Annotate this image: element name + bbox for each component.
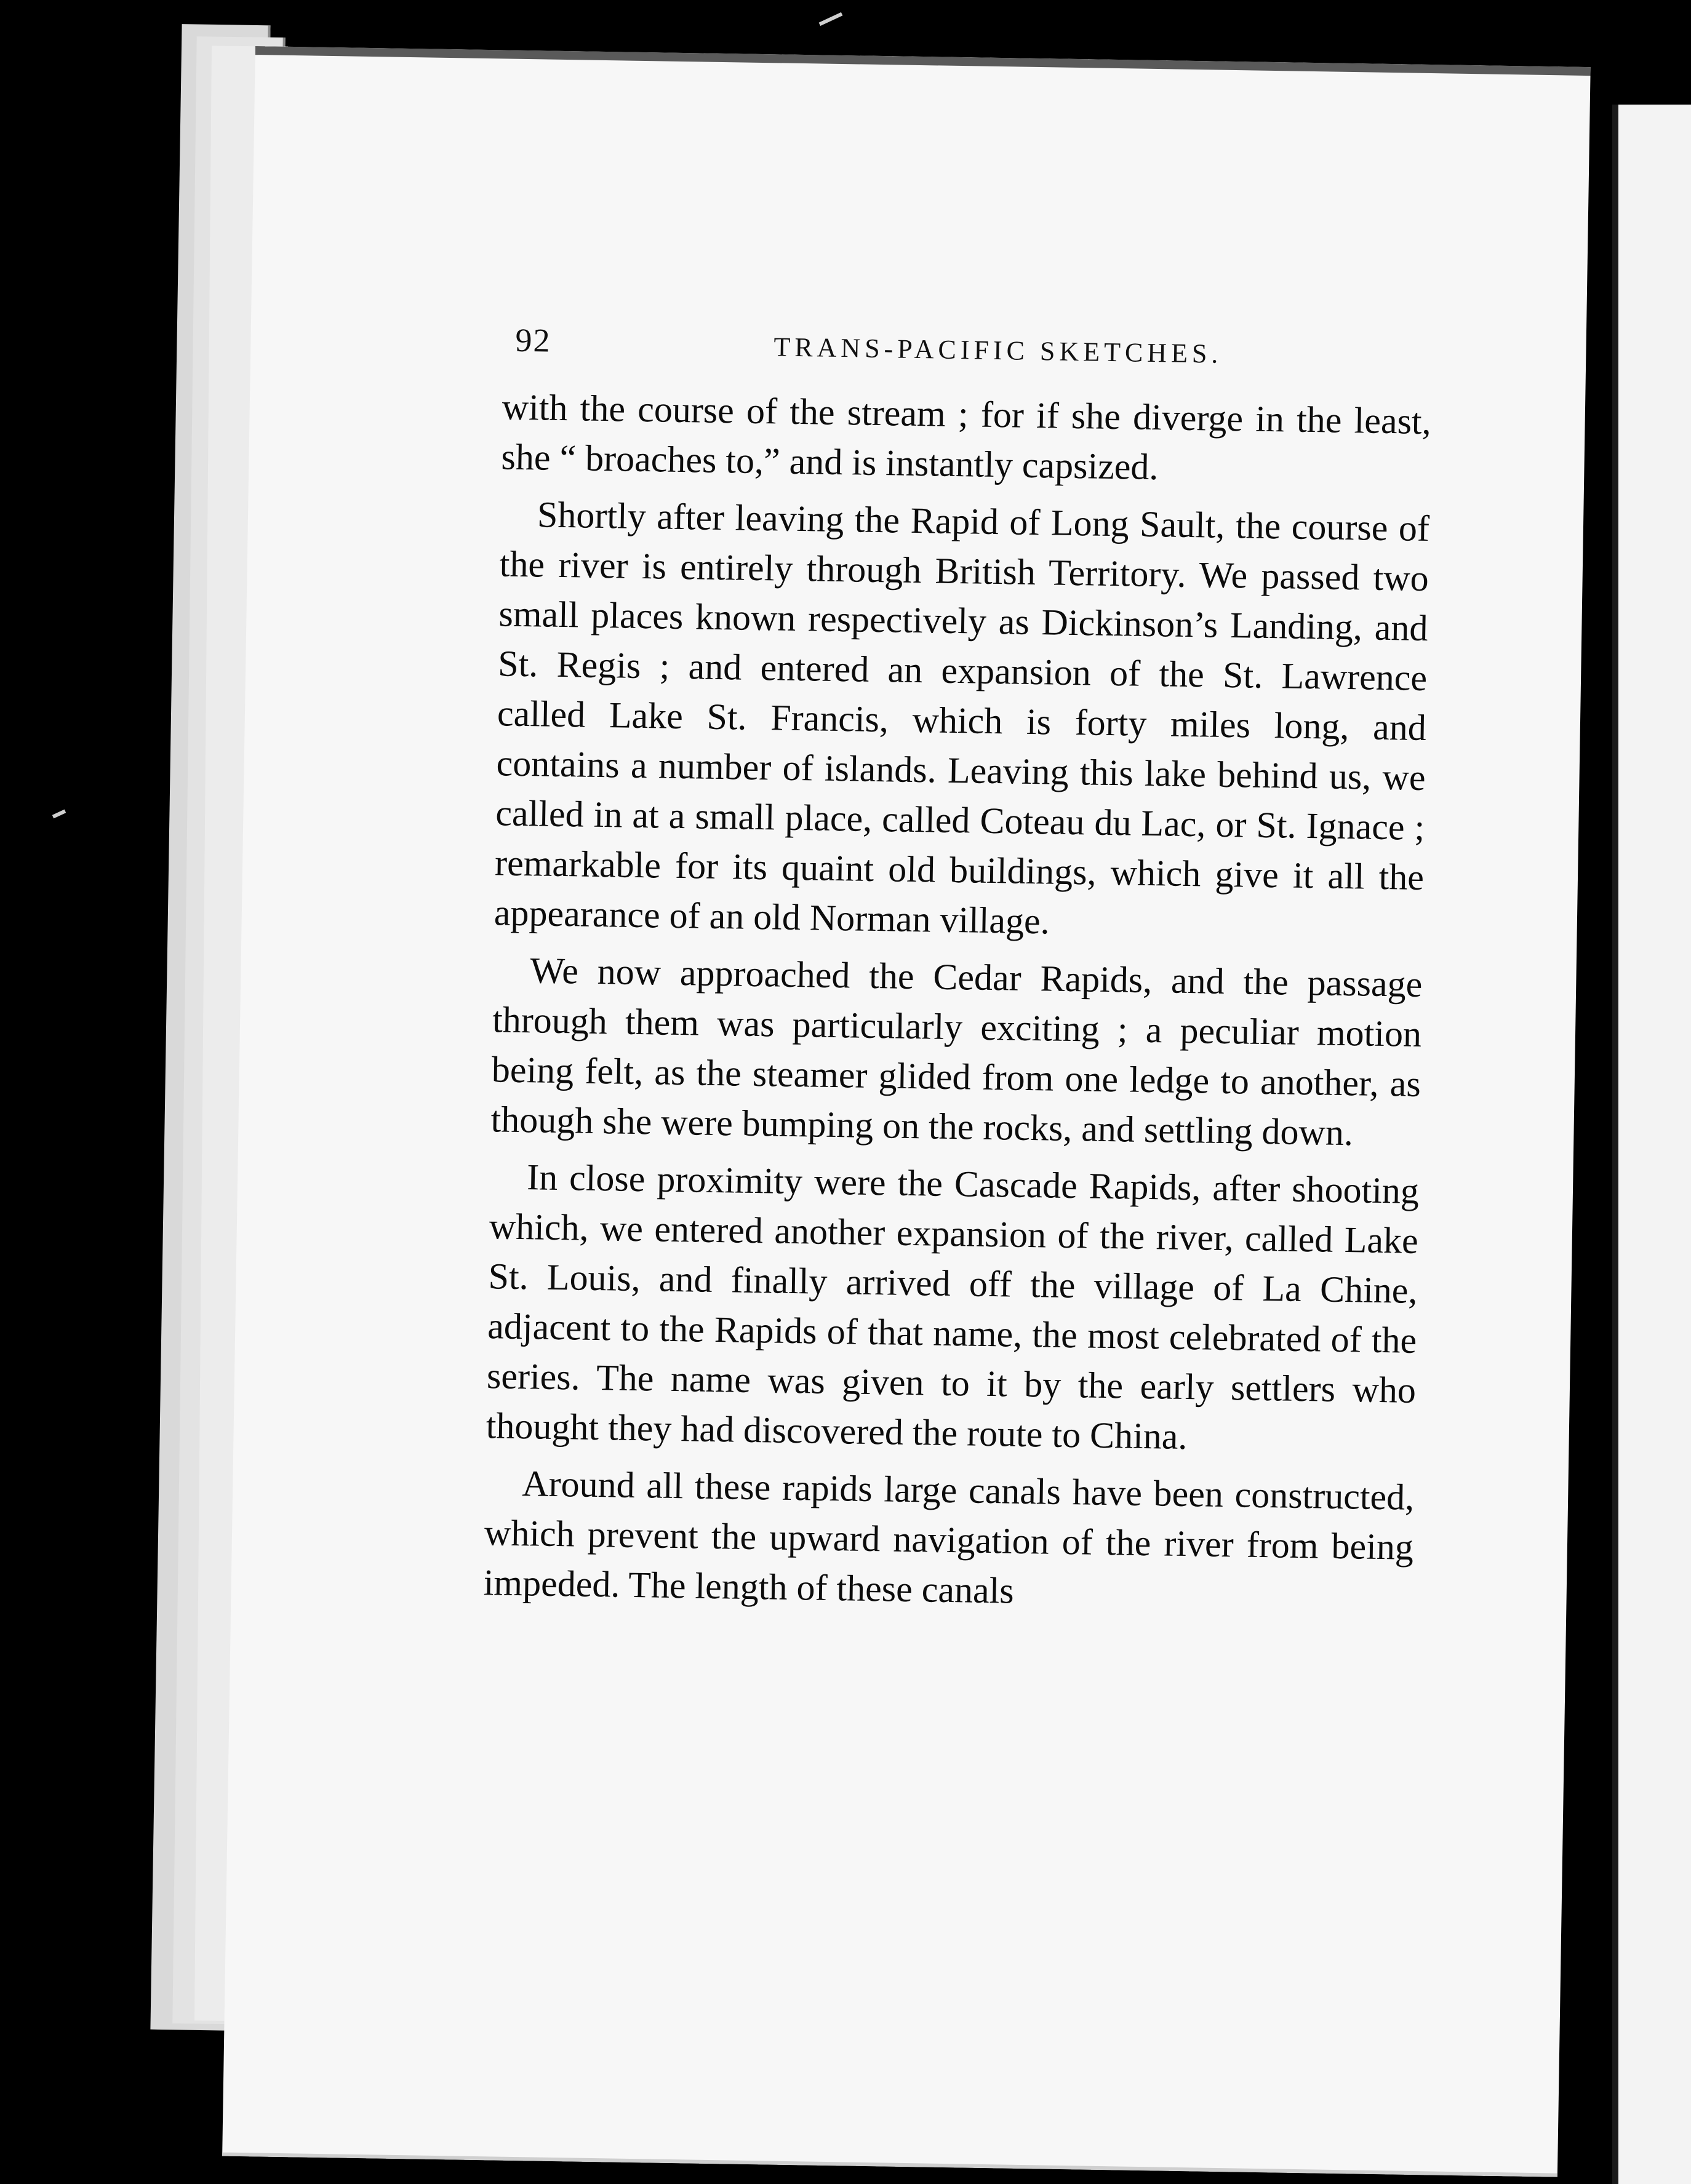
margin-speck <box>52 810 66 819</box>
book-page <box>222 46 1591 2177</box>
running-title: TRANS-PACIFIC SKETCHES. <box>774 332 1223 369</box>
paragraph: Shortly after leaving the Rapid of Long Sault, the course of the river is entirely through British Territory. We passed two small places known respectively as Dickinson’s Landing, and St. Regis ; and entered an expansion of the St. Lawrence called Lake St. Francis, which is forty miles long, and contains a number of islands. Leaving this lake behind us, we called in at a small place, called Coteau du Lac, or St. Ignace ; remarkable for its quaint old buildings, which give it all the appearance of an old Norman village. <box>494 494 1430 942</box>
paragraph: We now approached the Cedar Rapids, and the passage through them was particularly exciting ; a peculiar motion being felt, as the steamer glided from one ledge to another, as though she were bumping on the rocks, and settling down. <box>490 950 1423 1154</box>
next-page-sliver <box>1612 105 1691 2184</box>
paragraph: Around all these rapids large canals have been constructed, which prevent the upward navigation of the river from being impeded. The length of these canals <box>483 1463 1415 1611</box>
page-number: 92 <box>515 321 552 359</box>
running-head <box>515 321 1513 386</box>
paragraph: In close proximity were the Cascade Rapids, after shooting which, we entered another expansion of the river, called Lake St. Louis, and finally arrived off the village of La Chine, adjacent to the Rapids of that name, the most celebrated of the series. The name was given to it by the early settlers who thought they had discovered the route to China. <box>486 1157 1420 1457</box>
paragraph-continued: with the course of the stream ; for if she diverge in the least, she “ broaches to,” and is instantly capsized. <box>501 386 1432 488</box>
body-text <box>483 382 1431 1629</box>
margin-speck <box>819 12 843 26</box>
